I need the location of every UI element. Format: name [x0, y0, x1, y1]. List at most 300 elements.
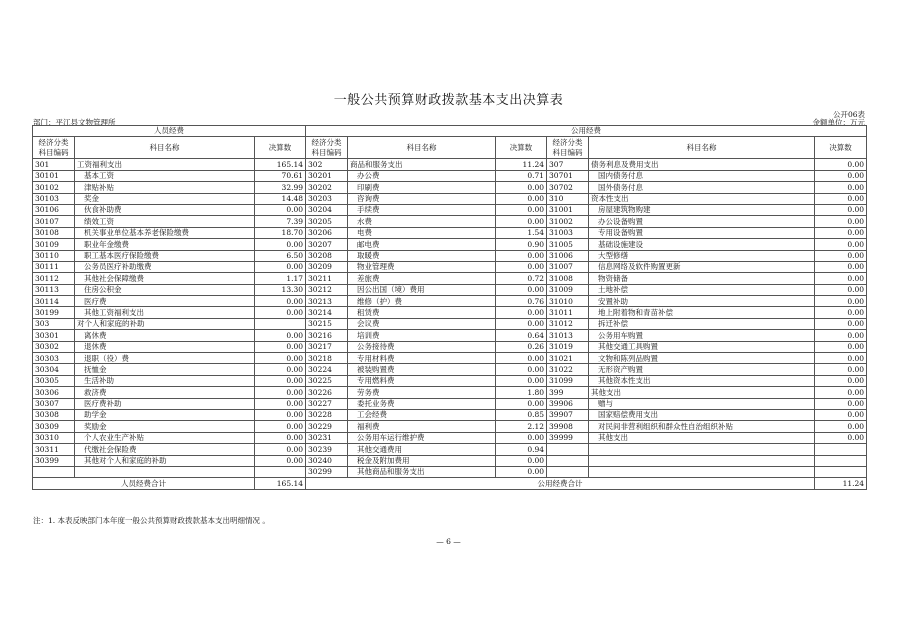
item-name-cell: 其他社会保障缴费 [75, 273, 255, 284]
amount-cell: 6.50 [255, 250, 306, 261]
econ-code-cell: 30215 [306, 318, 348, 329]
amount-cell [815, 455, 867, 466]
item-name-cell: 委托业务费 [348, 398, 496, 409]
amount-cell: 0.00 [496, 216, 547, 227]
item-name-cell: 咨询费 [348, 193, 496, 204]
econ-code-header: 经济分类 科目编码 [306, 137, 348, 159]
econ-code-cell: 399 [547, 387, 589, 398]
econ-code-cell: 30303 [33, 353, 75, 364]
econ-code-cell: 39906 [547, 398, 589, 409]
econ-code-cell: 30106 [33, 204, 75, 215]
personnel-total-value: 165.14 [255, 478, 306, 489]
item-name-cell: 房屋建筑物购建 [589, 204, 815, 215]
amount-cell: 0.00 [496, 182, 547, 193]
econ-code-cell: 30111 [33, 261, 75, 272]
econ-code-cell: 30311 [33, 444, 75, 455]
amount-cell: 0.00 [815, 193, 867, 204]
item-name-cell: 公务用车运行维护费 [348, 432, 496, 443]
item-name-cell: 租赁费 [348, 307, 496, 318]
amount-cell [815, 466, 867, 477]
item-name-cell: 其他资本性支出 [589, 375, 815, 386]
table-row [33, 341, 867, 352]
amount-cell: 165.14 [255, 159, 306, 170]
item-name-cell: 其他工资福利支出 [75, 307, 255, 318]
econ-code-cell: 302 [306, 159, 348, 170]
item-name-cell: 物资储备 [589, 273, 815, 284]
econ-code-cell: 30102 [33, 182, 75, 193]
amount-cell: 0.00 [255, 421, 306, 432]
form-code: 公开06表 [832, 110, 865, 119]
amount-cell: 0.00 [255, 444, 306, 455]
table-row [33, 182, 867, 193]
table-row [33, 432, 867, 443]
item-name-cell: 被装购置费 [348, 364, 496, 375]
econ-code-cell: 30107 [33, 216, 75, 227]
econ-code-cell: 30226 [306, 387, 348, 398]
table-row [33, 455, 867, 466]
amount-cell: 0.00 [815, 261, 867, 272]
amount-cell: 0.00 [496, 375, 547, 386]
econ-code-cell: 31021 [547, 353, 589, 364]
item-name-cell: 助学金 [75, 409, 255, 420]
econ-code-cell: 30206 [306, 227, 348, 238]
amount-cell [255, 318, 306, 329]
table-row [33, 444, 867, 455]
econ-code-cell: 31022 [547, 364, 589, 375]
amount-cell: 0.00 [815, 204, 867, 215]
amount-cell [815, 444, 867, 455]
item-name-cell: 对民间非营利组织和群众性自治组织补贴 [589, 421, 815, 432]
column-header-row [33, 137, 867, 159]
amount-cell: 70.61 [255, 170, 306, 181]
footnote: 注：1. 本表反映部门本年度一般公共预算财政拨款基本支出明细情况 。 [33, 516, 270, 525]
item-name-cell: 职业年金缴费 [75, 239, 255, 250]
amount-cell: 0.00 [815, 273, 867, 284]
amount-cell: 0.00 [255, 353, 306, 364]
item-name-cell: 基础设施建设 [589, 239, 815, 250]
econ-code-cell [33, 466, 75, 477]
table-row [33, 398, 867, 409]
amount-cell: 0.00 [815, 409, 867, 420]
table-row [33, 273, 867, 284]
table-row [33, 375, 867, 386]
econ-code-cell: 30217 [306, 341, 348, 352]
item-name-cell: 其他对个人和家庭的补助 [75, 455, 255, 466]
econ-code-cell: 30301 [33, 330, 75, 341]
econ-code-cell: 30101 [33, 170, 75, 181]
item-name-cell: 其他支出 [589, 432, 815, 443]
item-name-cell: 公务员医疗补助缴费 [75, 261, 255, 272]
econ-code-cell: 30112 [33, 273, 75, 284]
econ-code-cell: 30199 [33, 307, 75, 318]
amount-cell: 0.00 [255, 307, 306, 318]
econ-code-cell: 31005 [547, 239, 589, 250]
econ-code-cell: 30228 [306, 409, 348, 420]
amount-cell: 0.00 [255, 330, 306, 341]
item-name-cell: 代缴社会保险费 [75, 444, 255, 455]
item-name-cell: 伙食补助费 [75, 204, 255, 215]
table-row [33, 250, 867, 261]
item-name-cell: 办公设备购置 [589, 216, 815, 227]
econ-code-cell: 30309 [33, 421, 75, 432]
econ-code-cell: 30212 [306, 284, 348, 295]
item-name-cell: 手续费 [348, 204, 496, 215]
econ-code-cell: 30201 [306, 170, 348, 181]
table-row [33, 318, 867, 329]
econ-code-header: 经济分类 科目编码 [547, 137, 589, 159]
econ-code-cell: 30227 [306, 398, 348, 409]
econ-code-cell: 30218 [306, 353, 348, 364]
table-row [33, 284, 867, 295]
econ-code-header: 经济分类 科目编码 [33, 137, 75, 159]
table-row [33, 204, 867, 215]
amount-cell: 0.00 [815, 387, 867, 398]
item-name-cell: 赠与 [589, 398, 815, 409]
public-total-label: 公用经费合计 [306, 478, 815, 489]
item-name-cell: 税金及附加费用 [348, 455, 496, 466]
item-name-cell: 大型修缮 [589, 250, 815, 261]
amount-cell: 0.76 [496, 296, 547, 307]
item-name-cell: 奖金 [75, 193, 255, 204]
item-name-cell: 文物和陈列品购置 [589, 353, 815, 364]
amount-header: 决算数 [496, 137, 547, 159]
amount-cell: 0.00 [255, 409, 306, 420]
expenditure-table [32, 125, 867, 490]
item-name-cell: 个人农业生产补贴 [75, 432, 255, 443]
econ-code-cell: 30110 [33, 250, 75, 261]
public-header: 公用经费 [306, 126, 867, 137]
econ-code-cell [547, 444, 589, 455]
item-name-cell: 会议费 [348, 318, 496, 329]
amount-cell: 0.00 [496, 261, 547, 272]
item-name-cell: 取暖费 [348, 250, 496, 261]
econ-code-cell: 31009 [547, 284, 589, 295]
item-name-cell: 安置补助 [589, 296, 815, 307]
amount-cell: 0.00 [255, 375, 306, 386]
item-name-cell: 退休费 [75, 341, 255, 352]
econ-code-cell: 30231 [306, 432, 348, 443]
item-name-cell: 培训费 [348, 330, 496, 341]
amount-cell: 32.99 [255, 182, 306, 193]
item-name-cell: 生活补助 [75, 375, 255, 386]
econ-code-cell [547, 466, 589, 477]
econ-code-cell: 39907 [547, 409, 589, 420]
table-row [33, 216, 867, 227]
item-name-cell: 劳务费 [348, 387, 496, 398]
amount-cell: 0.00 [496, 364, 547, 375]
item-name-cell: 退职（役）费 [75, 353, 255, 364]
econ-code-cell: 30308 [33, 409, 75, 420]
econ-code-cell: 301 [33, 159, 75, 170]
econ-code-cell: 30224 [306, 364, 348, 375]
item-name-cell: 对个人和家庭的补助 [75, 318, 255, 329]
item-name-cell: 医疗费 [75, 296, 255, 307]
amount-cell: 0.26 [496, 341, 547, 352]
amount-cell: 0.00 [815, 307, 867, 318]
table-row [33, 466, 867, 477]
amount-cell: 0.71 [496, 170, 547, 181]
department-label: 部门：平江县文物管理所 [33, 118, 116, 127]
item-name-cell: 专用燃料费 [348, 375, 496, 386]
amount-cell: 0.00 [496, 307, 547, 318]
item-name-cell: 电费 [348, 227, 496, 238]
econ-code-cell: 30108 [33, 227, 75, 238]
item-name-cell: 印刷费 [348, 182, 496, 193]
econ-code-cell: 30702 [547, 182, 589, 193]
amount-cell: 0.00 [496, 193, 547, 204]
econ-code-cell: 30307 [33, 398, 75, 409]
item-name-cell: 工资福利支出 [75, 159, 255, 170]
totals-row [33, 478, 867, 489]
econ-code-cell: 30214 [306, 307, 348, 318]
amount-cell: 0.90 [496, 239, 547, 250]
item-name-cell: 机关事业单位基本养老保险缴费 [75, 227, 255, 238]
econ-code-cell: 31013 [547, 330, 589, 341]
item-name-cell: 离休费 [75, 330, 255, 341]
item-name-cell: 国外债务付息 [589, 182, 815, 193]
econ-code-cell: 30239 [306, 444, 348, 455]
econ-code-cell: 31008 [547, 273, 589, 284]
amount-cell: 1.80 [496, 387, 547, 398]
amount-cell: 0.00 [815, 284, 867, 295]
group-header-row [33, 126, 867, 137]
page-number: — 6 — [436, 537, 461, 546]
table-row [33, 193, 867, 204]
amount-cell: 1.54 [496, 227, 547, 238]
amount-cell: 0.00 [815, 170, 867, 181]
econ-code-cell: 30203 [306, 193, 348, 204]
item-name-cell: 因公出国（境）费用 [348, 284, 496, 295]
item-name-cell: 奖励金 [75, 421, 255, 432]
item-name-cell: 绩效工资 [75, 216, 255, 227]
item-name-cell: 信息网络及软件购置更新 [589, 261, 815, 272]
amount-cell: 0.00 [815, 375, 867, 386]
table-row [33, 307, 867, 318]
table-row [33, 261, 867, 272]
econ-code-cell: 30207 [306, 239, 348, 250]
item-name-cell: 工会经费 [348, 409, 496, 420]
amount-cell: 0.00 [255, 455, 306, 466]
econ-code-cell: 30302 [33, 341, 75, 352]
amount-cell: 0.00 [815, 227, 867, 238]
econ-code-cell: 30208 [306, 250, 348, 261]
item-name-cell: 商品和服务支出 [348, 159, 496, 170]
item-name-cell: 福利费 [348, 421, 496, 432]
econ-code-cell: 39908 [547, 421, 589, 432]
amount-cell: 18.70 [255, 227, 306, 238]
amount-cell: 0.00 [255, 432, 306, 443]
amount-cell: 1.17 [255, 273, 306, 284]
econ-code-cell: 30304 [33, 364, 75, 375]
table-row [33, 421, 867, 432]
item-name-header: 科目名称 [75, 137, 255, 159]
item-name-cell: 公务接待费 [348, 341, 496, 352]
item-name-cell [589, 466, 815, 477]
amount-cell: 0.00 [496, 455, 547, 466]
econ-code-cell: 30305 [33, 375, 75, 386]
amount-cell: 0.00 [255, 364, 306, 375]
item-name-cell: 地上附着物和青苗补偿 [589, 307, 815, 318]
item-name-cell: 基本工资 [75, 170, 255, 181]
amount-cell: 0.00 [255, 204, 306, 215]
econ-code-cell: 30103 [33, 193, 75, 204]
econ-code-cell: 30109 [33, 239, 75, 250]
amount-cell [255, 466, 306, 477]
econ-code-cell: 31001 [547, 204, 589, 215]
econ-code-cell: 31006 [547, 250, 589, 261]
amount-cell: 14.48 [255, 193, 306, 204]
econ-code-cell: 30225 [306, 375, 348, 386]
econ-code-cell: 31010 [547, 296, 589, 307]
amount-cell: 0.00 [815, 432, 867, 443]
amount-cell: 0.00 [496, 204, 547, 215]
item-name-cell: 其他交通工具购置 [589, 341, 815, 352]
econ-code-cell: 30209 [306, 261, 348, 272]
econ-code-cell: 30310 [33, 432, 75, 443]
table-row [33, 159, 867, 170]
amount-cell: 13.30 [255, 284, 306, 295]
amount-cell: 0.00 [815, 318, 867, 329]
amount-header: 决算数 [815, 137, 867, 159]
amount-cell: 0.00 [255, 398, 306, 409]
table-row [33, 227, 867, 238]
table-row [33, 296, 867, 307]
amount-cell: 7.39 [255, 216, 306, 227]
amount-cell: 0.00 [815, 216, 867, 227]
amount-cell: 0.00 [815, 398, 867, 409]
item-name-cell: 差旅费 [348, 273, 496, 284]
amount-cell: 0.00 [815, 239, 867, 250]
econ-code-cell: 31099 [547, 375, 589, 386]
econ-code-cell: 30211 [306, 273, 348, 284]
amount-cell: 0.00 [815, 250, 867, 261]
amount-cell: 0.00 [496, 466, 547, 477]
table-row [33, 239, 867, 250]
personnel-header: 人员经费 [33, 126, 306, 137]
amount-cell: 0.64 [496, 330, 547, 341]
item-name-cell [589, 455, 815, 466]
item-name-cell: 专用材料费 [348, 353, 496, 364]
amount-cell: 0.00 [496, 432, 547, 443]
table-row [33, 364, 867, 375]
table-row [33, 330, 867, 341]
econ-code-cell: 30202 [306, 182, 348, 193]
econ-code-cell: 310 [547, 193, 589, 204]
item-name-cell: 医疗费补助 [75, 398, 255, 409]
amount-cell: 0.94 [496, 444, 547, 455]
econ-code-cell [547, 455, 589, 466]
item-name-cell: 拆迁补偿 [589, 318, 815, 329]
item-name-cell: 津贴补贴 [75, 182, 255, 193]
amount-cell: 0.00 [496, 318, 547, 329]
econ-code-cell: 307 [547, 159, 589, 170]
amount-cell: 0.00 [496, 353, 547, 364]
table-row [33, 409, 867, 420]
item-name-cell: 救济费 [75, 387, 255, 398]
item-name-cell: 职工基本医疗保险缴费 [75, 250, 255, 261]
amount-cell: 0.72 [496, 273, 547, 284]
item-name-cell: 办公费 [348, 170, 496, 181]
item-name-cell: 其他交通费用 [348, 444, 496, 455]
econ-code-cell: 30114 [33, 296, 75, 307]
amount-header: 决算数 [255, 137, 306, 159]
amount-cell: 0.00 [815, 341, 867, 352]
amount-cell: 0.00 [815, 364, 867, 375]
amount-cell: 0.00 [815, 159, 867, 170]
table-row [33, 353, 867, 364]
amount-cell: 0.00 [496, 250, 547, 261]
amount-cell: 0.00 [815, 182, 867, 193]
table-row [33, 387, 867, 398]
item-name-cell: 债务利息及费用支出 [589, 159, 815, 170]
econ-code-cell: 39999 [547, 432, 589, 443]
personnel-total-label: 人员经费合计 [33, 478, 255, 489]
item-name-cell: 其他支出 [589, 387, 815, 398]
econ-code-cell: 30229 [306, 421, 348, 432]
econ-code-cell: 31012 [547, 318, 589, 329]
table-row [33, 170, 867, 181]
report-title: 一般公共预算财政拨款基本支出决算表 [333, 93, 564, 108]
item-name-cell: 其他商品和服务支出 [348, 466, 496, 477]
item-name-cell: 专用设备购置 [589, 227, 815, 238]
item-name-cell: 抚恤金 [75, 364, 255, 375]
item-name-cell: 资本性支出 [589, 193, 815, 204]
econ-code-cell: 30113 [33, 284, 75, 295]
item-name-cell: 物业管理费 [348, 261, 496, 272]
econ-code-cell: 30205 [306, 216, 348, 227]
econ-code-cell: 30306 [33, 387, 75, 398]
econ-code-cell: 30399 [33, 455, 75, 466]
item-name-cell: 公务用车购置 [589, 330, 815, 341]
econ-code-cell: 303 [33, 318, 75, 329]
amount-cell: 0.00 [815, 421, 867, 432]
amount-cell: 0.00 [815, 296, 867, 307]
item-name-cell: 国家赔偿费用支出 [589, 409, 815, 420]
item-name-cell [75, 466, 255, 477]
econ-code-cell: 30299 [306, 466, 348, 477]
item-name-cell: 维修（护）费 [348, 296, 496, 307]
public-total-value: 11.24 [815, 478, 867, 489]
amount-cell: 0.00 [815, 330, 867, 341]
amount-cell: 0.00 [255, 239, 306, 250]
econ-code-cell: 31002 [547, 216, 589, 227]
amount-cell: 0.85 [496, 409, 547, 420]
econ-code-cell: 31019 [547, 341, 589, 352]
amount-cell: 11.24 [496, 159, 547, 170]
item-name-cell: 国内债务付息 [589, 170, 815, 181]
econ-code-cell: 31011 [547, 307, 589, 318]
item-name-cell: 住房公积金 [75, 284, 255, 295]
amount-cell: 0.00 [496, 284, 547, 295]
item-name-cell: 无形资产购置 [589, 364, 815, 375]
item-name-cell [589, 444, 815, 455]
item-name-cell: 土地补偿 [589, 284, 815, 295]
item-name-cell: 邮电费 [348, 239, 496, 250]
item-name-cell: 水费 [348, 216, 496, 227]
item-name-header: 科目名称 [348, 137, 496, 159]
amount-cell: 0.00 [255, 387, 306, 398]
amount-cell: 0.00 [496, 398, 547, 409]
item-name-header: 科目名称 [589, 137, 815, 159]
amount-cell: 2.12 [496, 421, 547, 432]
econ-code-cell: 30204 [306, 204, 348, 215]
econ-code-cell: 30701 [547, 170, 589, 181]
amount-cell: 0.00 [255, 341, 306, 352]
econ-code-cell: 30216 [306, 330, 348, 341]
unit-label: 金额单位：万元 [812, 118, 865, 127]
amount-cell: 0.00 [815, 353, 867, 364]
amount-cell: 0.00 [255, 296, 306, 307]
